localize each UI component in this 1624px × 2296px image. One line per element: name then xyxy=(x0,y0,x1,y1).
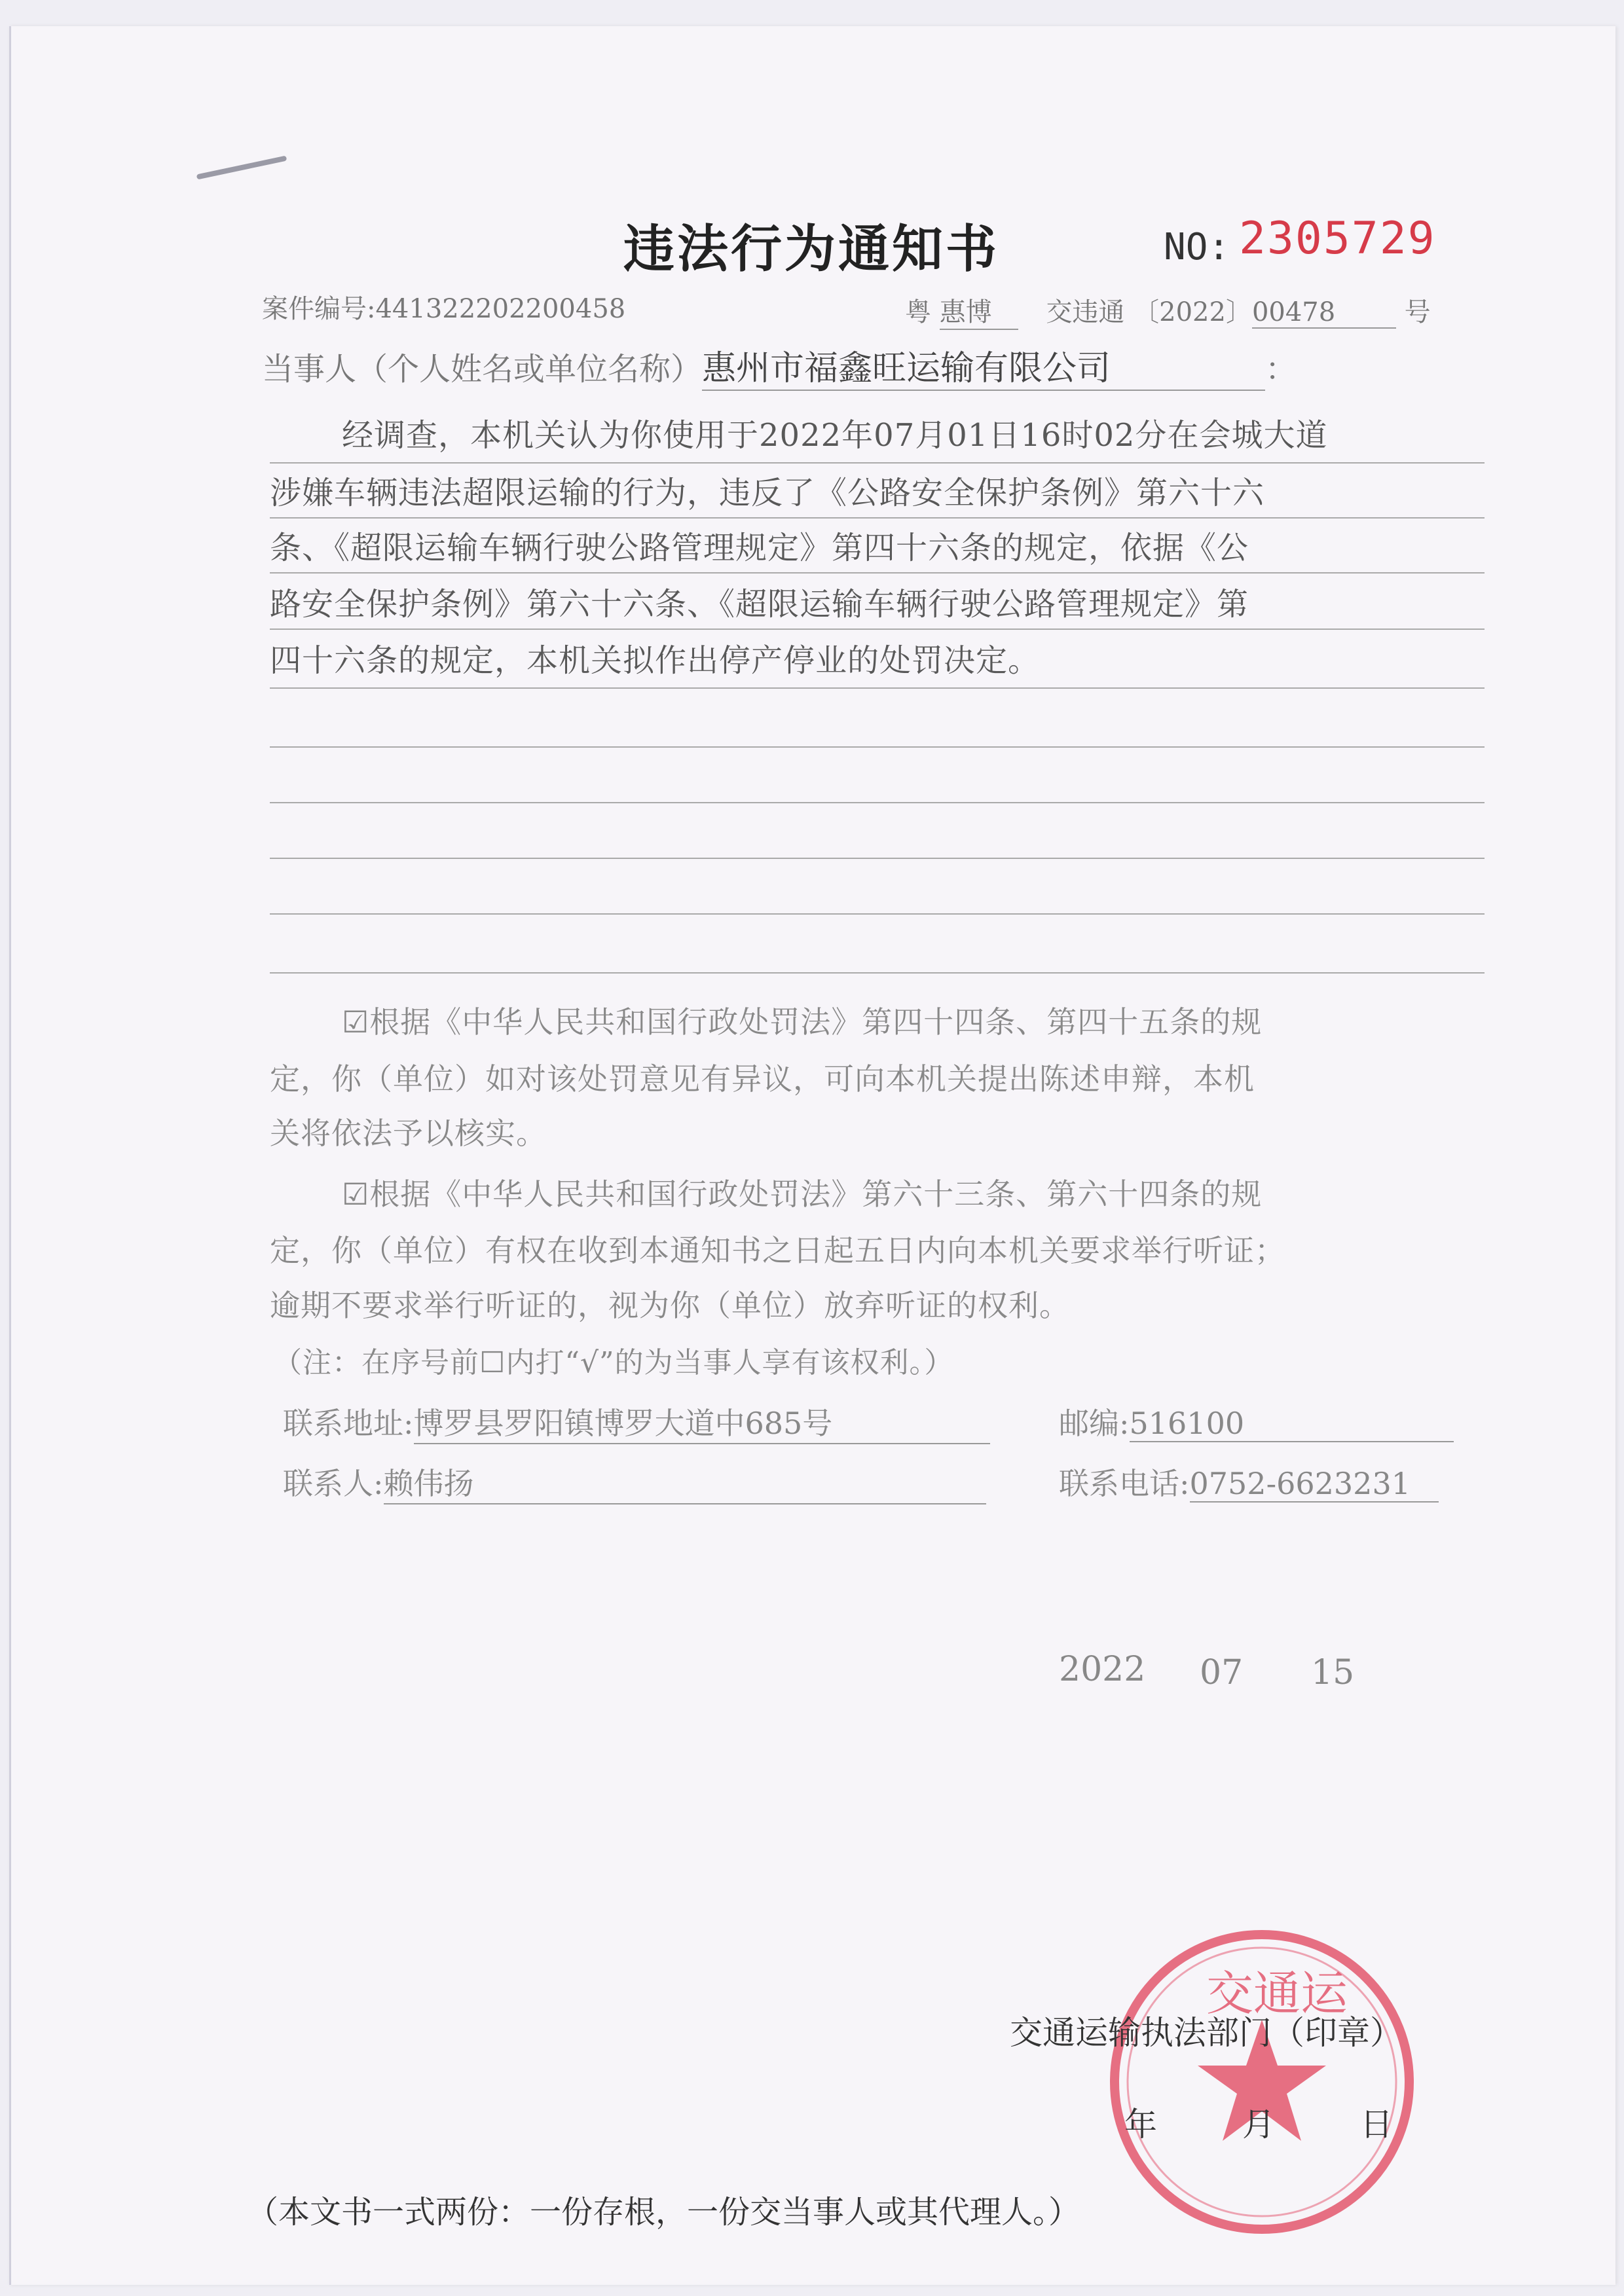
notice-page xyxy=(9,26,1615,2285)
rule-line xyxy=(270,517,1485,519)
official-seal xyxy=(1092,1912,1432,2252)
contact-row xyxy=(283,1460,986,1504)
case-number-label: 案件编号: xyxy=(262,294,376,324)
rule-line xyxy=(270,462,1485,464)
rule-line xyxy=(270,858,1485,859)
staple-mark xyxy=(196,156,287,180)
party-row xyxy=(262,340,1297,391)
address-row xyxy=(283,1400,990,1444)
date-month: 07 xyxy=(1200,1653,1244,1692)
postcode-row xyxy=(1059,1400,1454,1443)
clause2-line-2: 定，你（单位）有权在收到本通知书之日起五日内向本机关要求举行听证； xyxy=(270,1233,1285,1268)
doc-prefix: 粤 xyxy=(905,297,931,327)
contact-label: 联系人: xyxy=(283,1466,384,1501)
postcode-value: 516100 xyxy=(1130,1406,1454,1442)
rule-line xyxy=(270,802,1485,803)
doc-type: 交违通 xyxy=(1046,297,1125,327)
doc-region: 惠博 xyxy=(940,291,1018,330)
rule-line xyxy=(270,972,1485,974)
phone-row xyxy=(1059,1460,1439,1503)
party-colon: ： xyxy=(1265,351,1297,388)
postcode-label: 邮编: xyxy=(1059,1406,1130,1441)
body-line-4: 路安全保护条例》第六十六条、《超限运输车辆行驶公路管理规定》第 xyxy=(270,586,1249,623)
rule-line xyxy=(270,913,1485,915)
body-line-5: 四十六条的规定，本机关拟作出停产停业的处罚决定。 xyxy=(270,642,1041,679)
address-label: 联系地址: xyxy=(283,1406,414,1441)
clause2-line-3: 逾期不要求举行听证的，视为你（单位）放弃听证的权利。 xyxy=(270,1288,1070,1323)
doc-suffix: 号 xyxy=(1404,297,1431,327)
clause1-line-1: ☑根据《中华人民共和国行政处罚法》第四十四条、第四十五条的规 xyxy=(342,1004,1263,1040)
document-number-row xyxy=(905,291,1431,330)
rule-line xyxy=(270,746,1485,748)
phone-value: 0752-6623231 xyxy=(1190,1466,1439,1503)
clause1-line-3: 关将依法予以核实。 xyxy=(270,1116,547,1151)
serial-label: NO: xyxy=(1164,226,1230,268)
serial-number: 2305729 xyxy=(1239,213,1436,264)
party-name: 惠州市福鑫旺运输有限公司 xyxy=(702,340,1265,391)
phone-label: 联系电话: xyxy=(1059,1466,1190,1501)
date-day: 15 xyxy=(1311,1653,1355,1692)
contact-value: 赖伟扬 xyxy=(384,1460,986,1504)
footer-note: （本文书一式两份：一份存根，一份交当事人或其代理人。） xyxy=(247,2194,1080,2231)
doc-sequence: 00478 xyxy=(1252,297,1396,329)
sign-day: 日 xyxy=(1360,2105,1393,2143)
case-number-value: 441322202200458 xyxy=(375,294,626,324)
sign-month: 月 xyxy=(1242,2105,1275,2143)
rule-line xyxy=(270,687,1485,689)
department-label: 交通运输执法部门（印章） xyxy=(1010,2014,1403,2052)
rule-line xyxy=(270,572,1485,574)
clause2-line-1: ☑根据《中华人民共和国行政处罚法》第六十三条、第六十四条的规 xyxy=(342,1176,1263,1212)
body-line-3: 条、《超限运输车辆行驶公路管理规定》第四十六条的规定，依据《公 xyxy=(270,530,1249,566)
rule-line xyxy=(270,629,1485,630)
sign-year: 年 xyxy=(1124,2105,1157,2143)
doc-year: 〔2022〕 xyxy=(1133,297,1252,327)
party-label: 当事人（个人姓名或单位名称） xyxy=(262,351,703,388)
document-title: 违法行为通知书 xyxy=(623,219,1000,279)
date-year: 2022 xyxy=(1059,1650,1146,1689)
rights-note: （注：在序号前☐内打“√”的为当事人享有该权利。） xyxy=(273,1346,954,1379)
clause1-line-2: 定，你（单位）如对该处罚意见有异议，可向本机关提出陈述申辩，本机 xyxy=(270,1061,1255,1097)
body-line-2: 涉嫌车辆违法超限运输的行为，违反了《公路安全保护条例》第六十六 xyxy=(270,475,1265,511)
body-line-1: 经调查，本机关认为你使用于2022年07月01日16时02分在会城大道 xyxy=(342,417,1328,454)
address-value: 博罗县罗阳镇博罗大道中685号 xyxy=(414,1400,990,1444)
case-number-row xyxy=(262,288,625,325)
seal-text: 交通运 xyxy=(1206,1966,1348,2021)
seal-graphic xyxy=(1092,1912,1432,2252)
